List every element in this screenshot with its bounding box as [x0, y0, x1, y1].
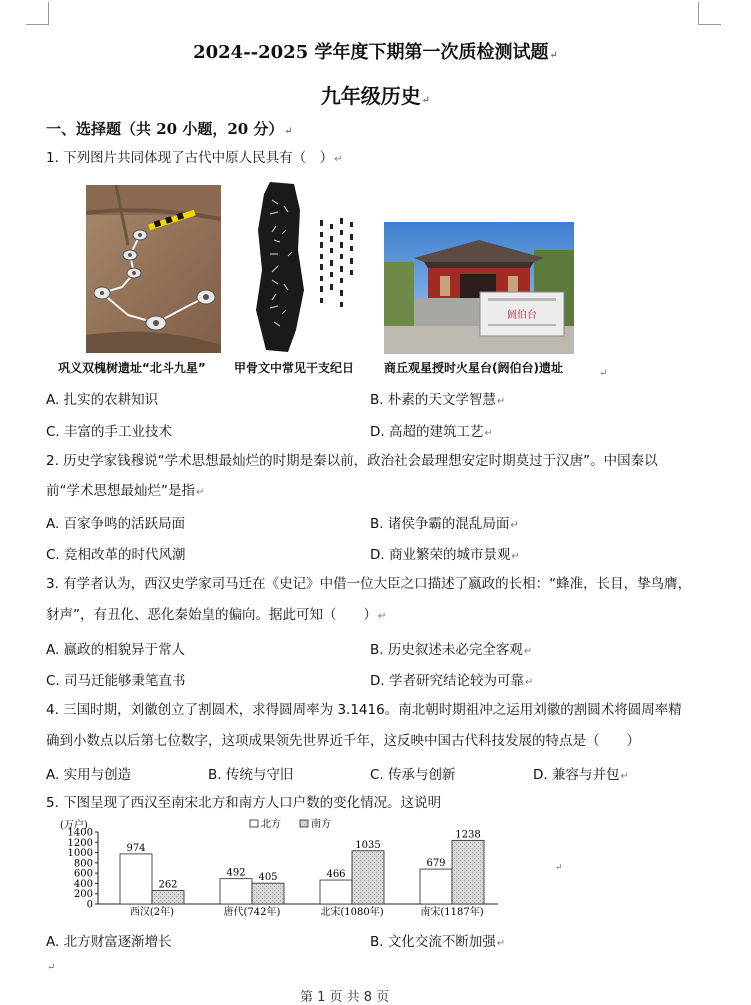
y-axis-unit-label: (万户)	[60, 820, 88, 831]
q2-option-d[interactable]: D. 商业繁荣的城市景观↵	[370, 547, 520, 563]
q1-option-a[interactable]: A. 扎实的农耕知识	[46, 392, 159, 408]
bar-value-label: 1035	[355, 839, 381, 851]
legend-swatch	[300, 820, 308, 827]
q1-image-yuebo-terrace	[384, 222, 574, 354]
x-category-label: 南宋(1187年)	[420, 907, 484, 918]
bar	[220, 879, 252, 904]
bar-value-label: 492	[226, 867, 246, 879]
page-footer: 第 1 页 共 8 页	[300, 990, 390, 1005]
q4-stem-line2: 确到小数点以后第七位数字，这项成果领先世界近千年，这反映中国古代科技发展的特点是（ ）	[46, 733, 640, 749]
y-tick-label: 600	[73, 868, 93, 880]
bar-value-label: 1238	[455, 829, 481, 841]
q1-caption-3: 商丘观星授时火星台(阏伯台)遗址	[384, 361, 563, 375]
q2-option-b[interactable]: B. 诸侯争霸的混乱局面↵	[370, 516, 519, 532]
legend-label: 南方	[311, 819, 331, 830]
q4-option-d[interactable]: D. 兼容与并包↵	[533, 767, 629, 783]
bar-value-label: 679	[426, 858, 446, 870]
q3-stem-line2: 豺声”，有丑化、恶化秦始皇的偏向。据此可知（ ）↵	[46, 607, 387, 623]
bar	[252, 883, 284, 904]
q2-option-c[interactable]: C. 竞相改革的时代风潮	[46, 547, 186, 563]
q3-option-b[interactable]: B. 历史叙述未必完全客观↵	[370, 642, 533, 658]
crop-mark-top-right	[698, 2, 721, 25]
bar	[320, 880, 352, 904]
paragraph-mark: ↵	[599, 368, 608, 379]
x-category-label: 北宋(1080年)	[320, 907, 384, 918]
q5-stem: 5. 下图呈现了西汉至南宋北方和南方人口户数的变化情况。这说明	[46, 795, 442, 811]
q4-stem-line1: 4. 三国时期，刘徽创立了割圆术，求得圆周率为 3.1416。南北朝时期祖冲之运用刘徽的割圆术将圆周率精	[46, 702, 682, 718]
bar	[352, 851, 384, 904]
bar-value-label: 405	[258, 872, 278, 884]
bar-value-label: 974	[126, 842, 146, 854]
q5-option-b[interactable]: B. 文化交流不断加强↵	[370, 934, 506, 950]
q1-option-c[interactable]: C. 丰富的手工业技术	[46, 424, 173, 440]
y-tick-label: 400	[73, 878, 93, 890]
paragraph-mark: ↵	[47, 962, 56, 973]
q2-option-a[interactable]: A. 百家争鸣的活跃局面	[46, 516, 186, 532]
y-tick-label: 0	[86, 899, 93, 911]
q1-option-b[interactable]: B. 朴素的天文学智慧↵	[370, 392, 506, 408]
bar	[152, 891, 184, 904]
legend-label: 北方	[261, 819, 281, 830]
q1-option-d[interactable]: D. 高超的建筑工艺↵	[370, 424, 493, 440]
q1-image-beidou-site	[86, 185, 221, 353]
section-heading: 一、选择题（共 20 小题，20 分）↵	[46, 120, 293, 138]
legend-swatch	[250, 820, 258, 827]
bar-value-label: 262	[158, 879, 178, 891]
q3-option-a[interactable]: A. 嬴政的相貌异于常人	[46, 642, 186, 658]
y-tick-label: 1200	[67, 837, 93, 849]
q3-option-c[interactable]: C. 司马迁能够秉笔直书	[46, 673, 186, 689]
y-tick-label: 1400	[67, 827, 93, 839]
exam-subject: 九年级历史↵	[320, 84, 431, 108]
bar-value-label: 466	[326, 869, 346, 881]
q1-caption-1: 巩义双槐树遗址“北斗九星”	[58, 361, 206, 375]
y-tick-label: 200	[73, 889, 93, 901]
q2-stem-line1: 2. 历史学家钱穆说“学术思想最灿烂的时期是秦以前，政治社会最理想安定时期莫过于汉唐”。中国秦以	[46, 453, 658, 469]
q3-option-d[interactable]: D. 学者研究结论较为可靠↵	[370, 673, 534, 689]
bar	[452, 840, 484, 904]
y-tick-label: 800	[73, 858, 93, 870]
bar	[420, 869, 452, 904]
x-category-label: 西汉(2年)	[129, 907, 175, 918]
x-category-label: 唐代(742年)	[223, 907, 281, 918]
q1-caption-2: 甲骨文中常见干支纪日	[234, 361, 355, 375]
paragraph-mark: ↵	[555, 863, 563, 873]
q4-option-c[interactable]: C. 传承与创新	[370, 767, 456, 783]
bar	[120, 854, 152, 904]
q1-stem: 1. 下列图片共同体现了古代中原人民具有（ ）↵	[46, 150, 343, 166]
q1-image-oracle-bone	[248, 180, 366, 355]
crop-mark-top-left	[26, 2, 49, 25]
population-bar-chart	[50, 818, 570, 920]
q2-stem-line2: 前“学术思想最灿烂”是指↵	[46, 483, 205, 499]
q4-option-b[interactable]: B. 传统与守旧	[208, 767, 294, 783]
exam-title: 2024--2025 学年度下期第一次质检测试题↵	[193, 42, 558, 63]
y-tick-label: 1000	[67, 848, 93, 860]
q3-stem-line1: 3. 有学者认为，西汉史学家司马迁在《史记》中借一位大臣之口描述了嬴政的长相：“蜂准，长目，挚鸟膺，	[46, 576, 692, 592]
sign-text: 阏伯台	[507, 310, 537, 321]
q5-option-a[interactable]: A. 北方财富逐渐增长	[46, 934, 172, 950]
q4-option-a[interactable]: A. 实用与创造	[46, 767, 132, 783]
